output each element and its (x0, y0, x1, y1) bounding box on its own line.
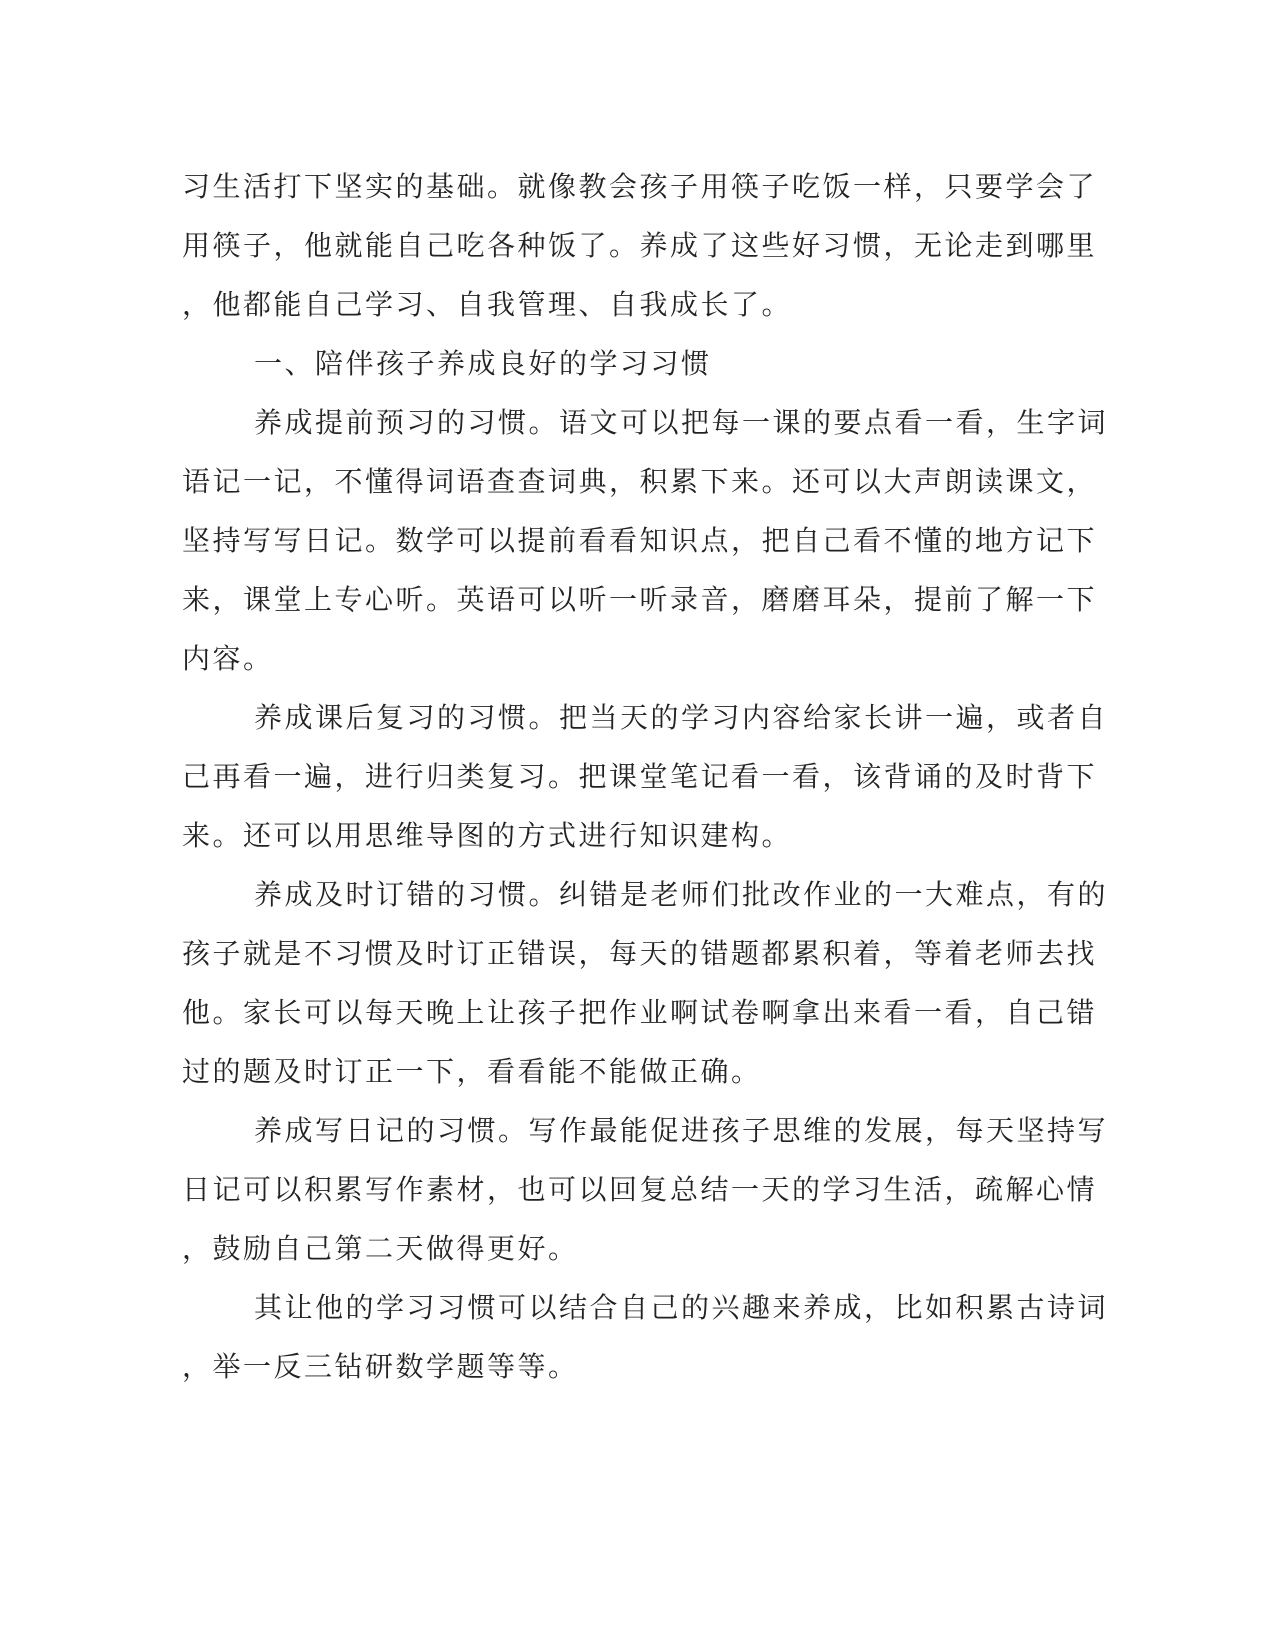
text-line: 过的题及时订正一下，看看能不能做正确。 (182, 1055, 762, 1088)
text-line: ，举一反三钻研数学题等等。 (182, 1350, 579, 1383)
text-line: 来。还可以用思维导图的方式进行知识建构。 (182, 819, 793, 852)
text-line: 养成写日记的习惯。写作最能促进孩子思维的发展，每天坚持写 (254, 1114, 1109, 1147)
text-line: ，他都能自己学习、自我管理、自我成长了。 (182, 288, 793, 321)
text-line: 来，课堂上专心听。英语可以听一听录音，磨磨耳朵，提前了解一下 (182, 583, 1098, 616)
text-line: 养成及时订错的习惯。纠错是老师们批改作业的一大难点，有的 (254, 878, 1109, 911)
text-line: 他。家长可以每天晚上让孩子把作业啊试卷啊拿出来看一看，自己错 (182, 996, 1098, 1029)
text-line: 己再看一遍，进行归类复习。把课堂笔记看一看，该背诵的及时背下 (182, 760, 1098, 793)
text-line: 内容。 (182, 642, 274, 675)
text-line: 孩子就是不习惯及时订正错误，每天的错题都累积着，等着老师去找 (182, 937, 1098, 970)
section-heading (182, 334, 1032, 393)
section-heading-text: 一、陪伴孩子养成良好的学习习惯 (254, 347, 712, 380)
text-line: ，鼓励自己第二天做得更好。 (182, 1232, 579, 1265)
paragraph-diary-habit (182, 1101, 1109, 1278)
text-line: 养成课后复习的习惯。把当天的学习内容给家长讲一遍，或者自 (254, 701, 1109, 734)
paragraph-review-habit (182, 688, 1109, 865)
text-line: 养成提前预习的习惯。语文可以把每一课的要点看一看，生字词 (254, 406, 1109, 439)
text-line: 其让他的学习习惯可以结合自己的兴趣来养成，比如积累古诗词 (254, 1291, 1109, 1324)
text-line: 日记可以积累写作素材，也可以回复总结一天的学习生活，疏解心情 (182, 1173, 1098, 1206)
paragraph-correction-habit (182, 865, 1109, 1101)
text-line: 语记一记，不懂得词语查查词典，积累下来。还可以大声朗读课文， (182, 465, 1098, 498)
text-line: 习生活打下坚实的基础。就像教会孩子用筷子吃饭一样，只要学会了 (182, 170, 1098, 203)
paragraph-preview-habit (182, 393, 1109, 688)
document-body (182, 157, 1109, 1396)
paragraph-other-habits (182, 1278, 1109, 1396)
text-line: 坚持写写日记。数学可以提前看看知识点，把自己看不懂的地方记下 (182, 524, 1098, 557)
paragraph-intro-continuation (182, 157, 1098, 334)
text-line: 用筷子，他就能自己吃各种饭了。养成了这些好习惯，无论走到哪里 (182, 229, 1098, 262)
